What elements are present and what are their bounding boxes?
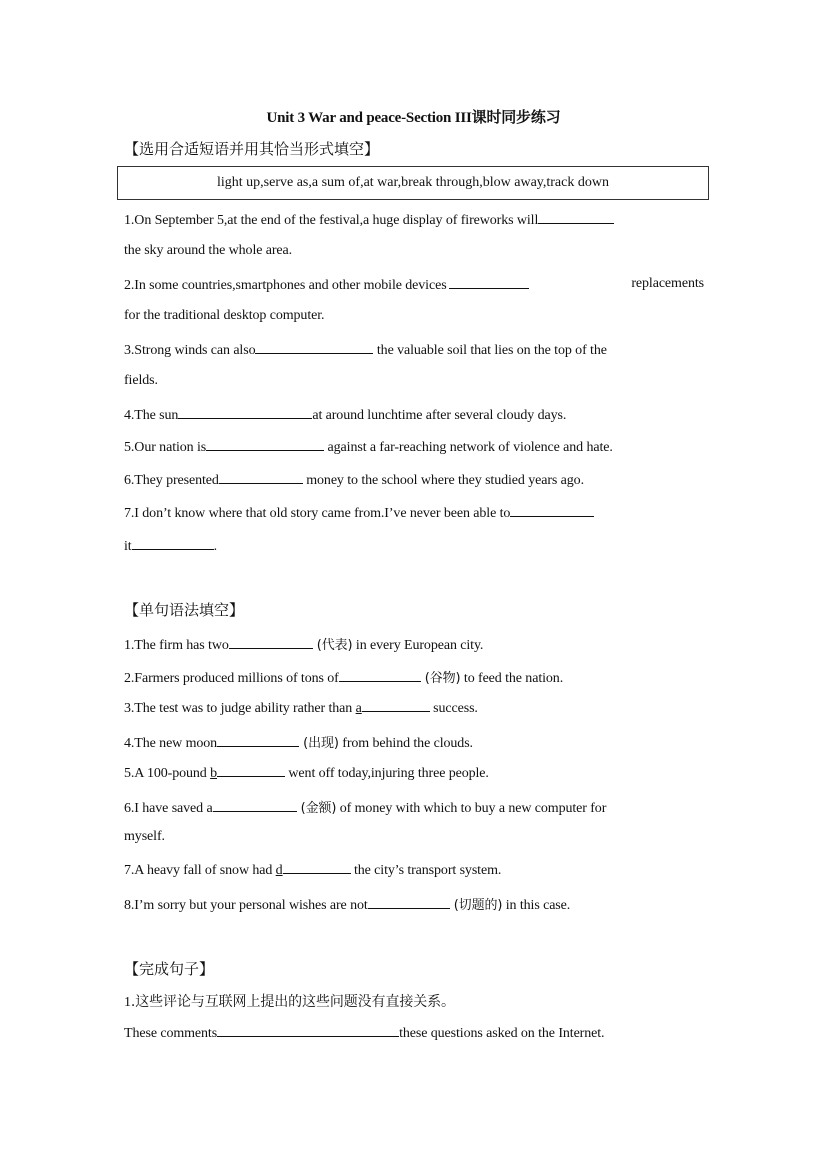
section-heading-grammar: 【单句语法填空】	[124, 601, 245, 619]
question-1-2-cont: for the traditional desktop computer.	[124, 308, 325, 323]
answer-blank[interactable]	[449, 276, 529, 289]
answer-blank[interactable]	[339, 669, 421, 682]
answer-blank[interactable]	[362, 699, 430, 712]
question-1-1-cont: the sky around the whole area.	[124, 243, 293, 258]
question-2-7: 7.A heavy fall of snow had d the city’s transport system.	[124, 863, 502, 878]
answer-blank[interactable]	[217, 1024, 399, 1037]
question-3-1-answer: These comments these questions asked on the Internet.	[124, 1026, 605, 1041]
answer-blank[interactable]	[132, 537, 214, 550]
answer-blank[interactable]	[178, 406, 312, 419]
question-2-3: 3.The test was to judge ability rather than a success.	[124, 701, 478, 716]
question-3-1: 1.这些评论与互联网上提出的这些问题没有直接关系。	[124, 994, 455, 1010]
answer-blank[interactable]	[510, 504, 594, 517]
answer-blank[interactable]	[206, 438, 324, 451]
answer-blank[interactable]	[217, 764, 285, 777]
answer-blank[interactable]	[283, 861, 351, 874]
question-1-6: 6.They presented money to the school where they studied years ago.	[124, 473, 584, 488]
answer-blank[interactable]	[213, 799, 297, 812]
question-number: 1	[124, 213, 131, 228]
question-1-4: 4.The sun at around lunchtime after several cloudy days.	[124, 408, 567, 423]
question-2-6-cont: myself.	[124, 829, 165, 844]
question-1-7-cont: it .	[124, 539, 217, 554]
question-2-5: 5.A 100-pound b went off today,injuring three people.	[124, 766, 489, 781]
answer-blank[interactable]	[217, 734, 299, 747]
answer-blank[interactable]	[255, 341, 373, 354]
word-bank-box: light up,serve as,a sum of,at war,break through,blow away,track down	[117, 166, 709, 200]
question-1-3: 3.Strong winds can also the valuable soil that lies on the top of the	[124, 343, 607, 358]
question-1-5: 5.Our nation is against a far-reaching network of violence and hate.	[124, 440, 613, 455]
section-heading-phrases: 【选用合适短语并用其恰当形式填空】	[124, 140, 380, 158]
question-1-2: 2.In some countries,smartphones and other mobile devices replacements	[124, 276, 704, 293]
question-2-2: 2.Farmers produced millions of tons of (谷物) to feed the nation.	[124, 671, 564, 686]
question-1-3-cont: fields.	[124, 373, 158, 388]
answer-blank[interactable]	[229, 636, 313, 649]
answer-blank[interactable]	[538, 211, 614, 224]
question-2-6: 6.I have saved a (金额) of money with which to buy a new computer for	[124, 801, 607, 816]
page-title: Unit 3 War and peace-Section III课时同步练习	[266, 110, 561, 126]
question-2-8: 8.I’m sorry but your personal wishes are not (切题的) in this case.	[124, 898, 571, 913]
answer-blank[interactable]	[368, 896, 450, 909]
question-2-1: 1.The firm has two (代表) in every European city.	[124, 638, 484, 653]
section-heading-complete-sentences: 【完成句子】	[124, 960, 215, 978]
answer-blank[interactable]	[219, 471, 303, 484]
question-1-7: 7.I don’t know where that old story came from.I’ve never been able to	[124, 504, 704, 522]
question-1-1: 1.On September 5,at the end of the festival,a huge display of fireworks will	[124, 211, 704, 229]
question-2-4: 4.The new moon (出现) from behind the clouds.	[124, 736, 473, 751]
